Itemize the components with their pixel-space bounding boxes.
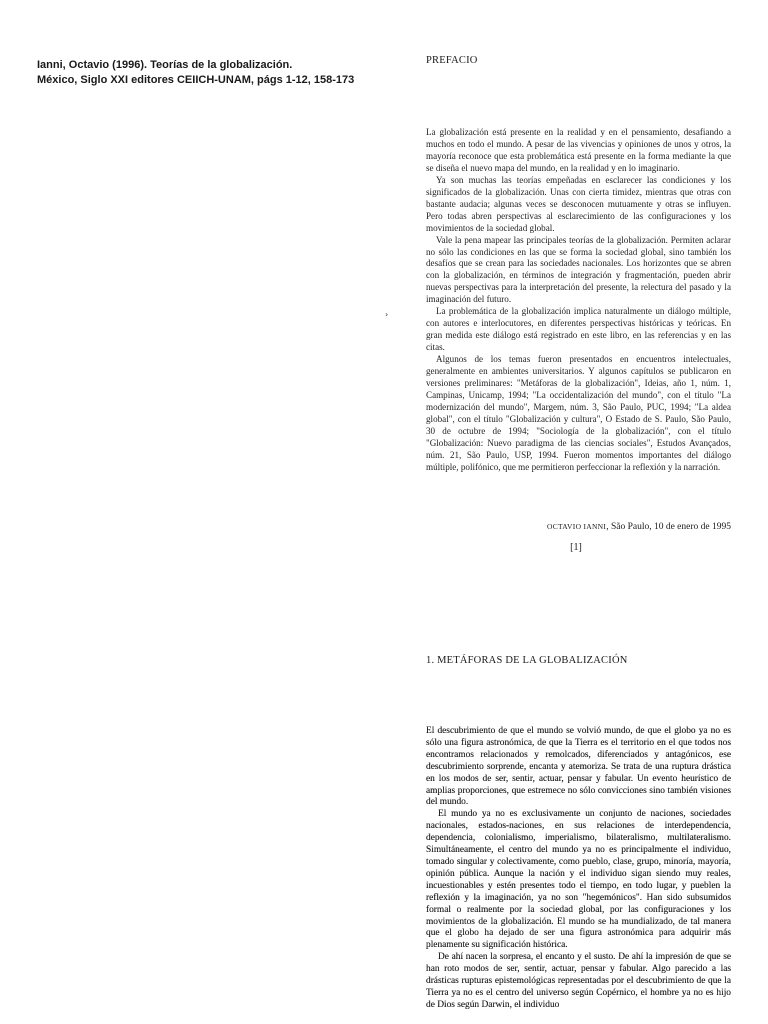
scan-mark-icon: › <box>385 310 389 319</box>
signature-place-date: , São Paulo, 10 de enero de 1995 <box>606 522 731 532</box>
preface-paragraph: La globalización está presente en la realidad y en el pensamiento, desafiando a muchos en todo el mundo. A pesar de las vivencias y opiniones de unos y otros, la mayoría reconoce que esta problemática está presente en la forma mediante la que se diseña el nuevo mapa del mundo, en la realidad y en lo imaginario. <box>426 127 731 173</box>
citation-header <box>37 58 377 88</box>
preface-heading: PREFACIO <box>426 55 478 66</box>
citation-line-1: Ianni, Octavio (1996). Teorías de la globalización. <box>37 59 293 71</box>
citation-line-2: México, Siglo XXI editores CEIICH-UNAM, págs 1-12, 158-173 <box>37 74 355 86</box>
preface-paragraph: La problemática de la globalización implica naturalmente un diálogo múltiple, con autores e interlocutores, en diferentes perspectivas históricas y teóricas. En gran medida este diálogo está registrado en este libro, en las referencias y en las citas. <box>426 306 731 353</box>
preface-paragraph: Ya son muchas las teorías empeñadas en esclarecer las condiciones y los significados de la globalización. Unas con cierta timidez, mientras que otras con bastante audacia; algunas veces se desconocen mutuamente y otras se influyen. Pero todas abren perspectivas al esclarecimiento de las configuraciones y los movimientos de la sociedad global. <box>426 174 731 233</box>
chapter-paragraph: El mundo ya no es exclusivamente un conjunto de naciones, sociedades nacionales, estados-naciones, en sus relaciones de interdependencia, dependencia, colonialismo, imperialismo, bilateralismo, multilateralismo. Simultáneamente, el centro del mundo ya no es principalmente el individuo, tomado singular y colectivamente, como pueblo, clase, grupo, minoría, mayoría, opinión pública. Aunque la nación y el individuo sigan siendo muy reales, incuestionables y estén presentes todo el tiempo, en todo lugar, y pueblen la reflexión y la imaginación, ya no son "hegemónicos". Han sido subsumidos formal o realmente por la sociedad global, por las configuraciones y los movimientos de la globalización. El mundo se ha mundializado, de tal manera que el globo ha dejado de ser una figura astronómica para adquirir más plenamente su significación histórica. <box>426 809 731 951</box>
page-number: [1] <box>570 542 582 553</box>
chapter-body <box>426 726 731 1012</box>
preface-paragraph: Vale la pena mapear las principales teorías de la globalización. Permiten aclarar no sólo las condiciones en las que se forma la sociedad global, sino también los desafíos que se crean para las sociedades nacionales. Los horizontes que se abren con la globalización, en términos de integración y fragmentación, pueden abrir nuevas perspectivas para la interpretación del presente, la relectura del pasado y la imaginación del futuro. <box>426 234 731 305</box>
chapter-paragraph: El descubrimiento de que el mundo se volvió mundo, de que el globo ya no es sólo una figura astronómica, de que la Tierra es el territorio en el que todos nos encontramos relacionados y remolcados, diferenciados y antagónicos, ese descubrimiento sorprende, encanta y atemoriza. Se trata de una ruptura drástica en los modos de ser, sentir, actuar, pensar y fabular. Un evento heurístico de amplias proporciones, que estremece no sólo convicciones sino también visiones del mundo. <box>426 726 731 808</box>
preface-paragraph: Algunos de los temas fueron presentados en encuentros intelectuales, generalmente en ambientes universitarios. Y algunos capítulos se publicaron en versiones preliminares: "Metáforas de la globalización", Ideias, año 1, núm. 1, Campinas, Unicamp, 1994; "La occidentalización del mundo", con el título "La modernización del mundo", Margem, núm. 3, São Paulo, PUC, 1994; "La aldea global", con el título "Globalización y cultura", O Estado de S. Paulo, São Paulo, 30 de octubre de 1994; "Sociología de la globalización", con el título "Globalización: Nuevo paradigma de las ciencias sociales", Estudos Avançados, núm. 21, São Paulo, USP, 1994. Fueron momentos importantes del diálogo múltiple, polifónico, que me permitieron perfeccionar la reflexión y la narración. <box>426 354 731 472</box>
preface-body <box>426 127 731 474</box>
chapter-heading: 1. METÁFORAS DE LA GLOBALIZACIÓN <box>426 655 628 666</box>
signature-name: OCTAVIO IANNI <box>547 522 607 531</box>
preface-signature <box>426 522 731 532</box>
chapter-paragraph: De ahí nacen la sorpresa, el encanto y el susto. De ahí la impresión de que se han roto modos de ser, sentir, actuar, pensar y fabular. Algo parecido a las drásticas rupturas epistemológicas representadas por el descubrimiento de que la Tierra ya no es el centro del universo según Copérnico, el hombre ya no es hijo de Dios según Darwin, el individuo <box>426 952 731 1010</box>
